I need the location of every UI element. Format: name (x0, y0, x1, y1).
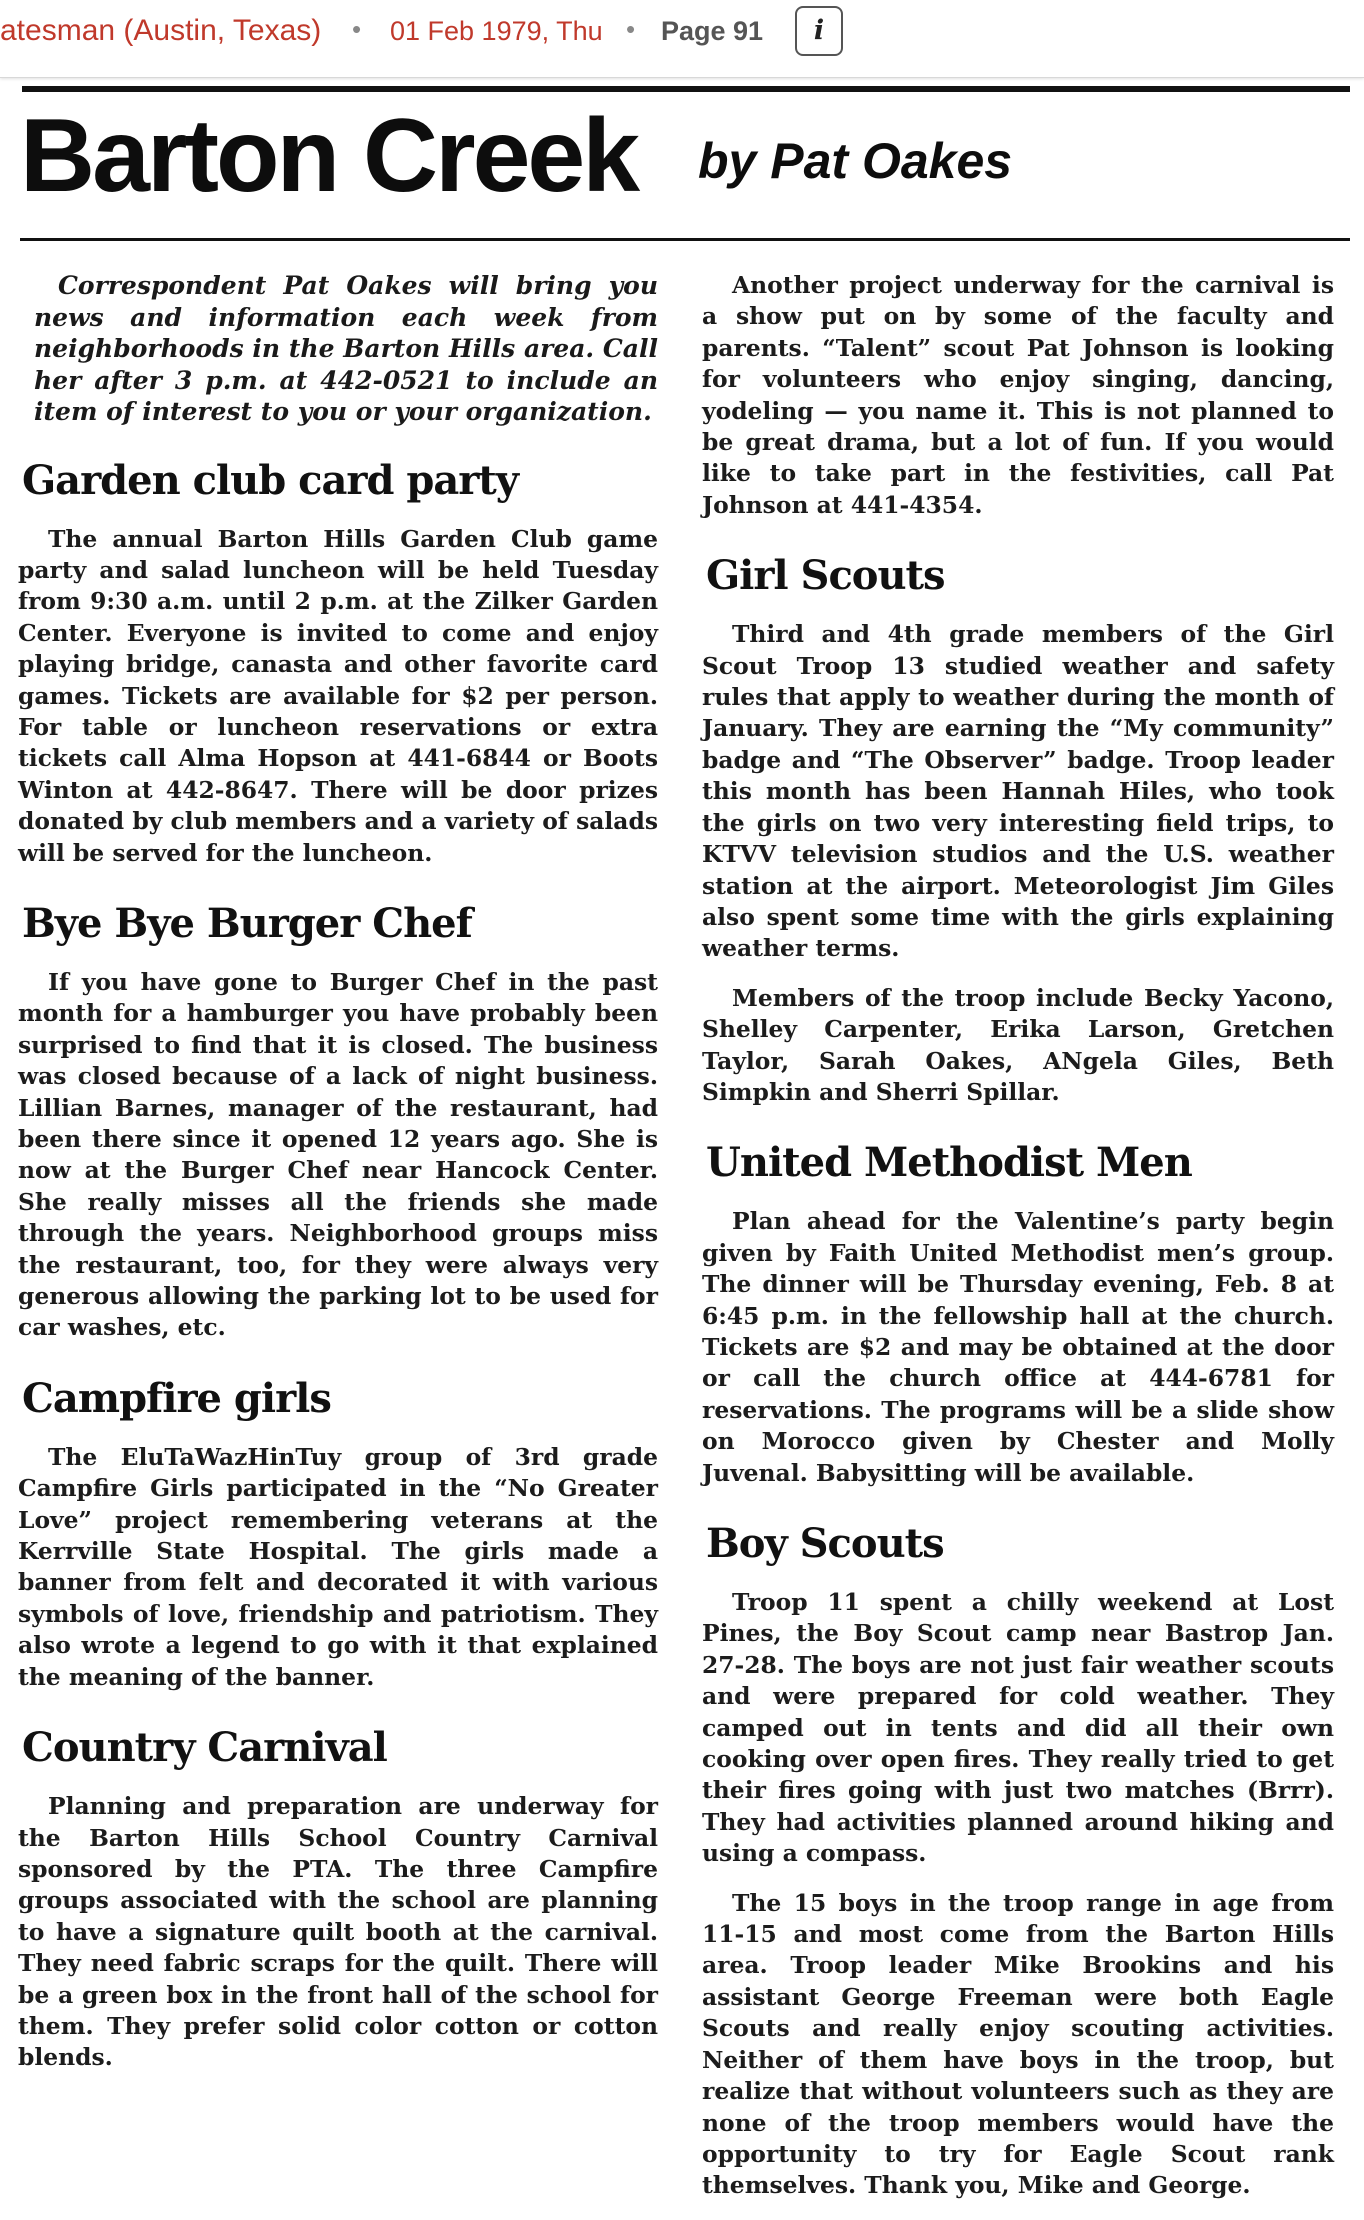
section-paragraph: Members of the troop include Becky Yacono, Shelley Carpenter, Erika Larson, Gretchen Taylor, Sarah Oakes, ANgela Giles, Beth Simpkin and Sherri Spillar. (702, 983, 1334, 1106)
article-title: Barton Creek (20, 98, 638, 214)
section-paragraph: Planning and preparation are underway for the Barton Hills School Country Carnival sponsored by the PTA. The three Campfire groups associated with the school are planning to have a signature quilt booth at the carnival. They need fabric scraps for the quilt. There will be a green box in the front hall of the school for them. They prefer solid color cotton or cotton blends. (18, 1792, 658, 2072)
section-heading: United Methodist Men (706, 1139, 1192, 1187)
section-paragraph: The EluTaWazHinTuy group of 3rd grade Campfire Girls participated in the “No Greater Love” project remembering veterans at the Kerrville State Hospital. The girls made a banner from felt and decorated it with various symbols of love, friendship and patriotism. They also wrote a legend to go with it that explained the meaning of the banner. (18, 1442, 658, 1691)
right-column (702, 270, 1334, 2220)
masthead-bottom-rule (20, 238, 1350, 241)
section-paragraph: The 15 boys in the troop range in age from 11-15 and most come from the Barton Hills area. Troop leader Mike Brookins and his assistant George Freeman were both Eagle Scouts and really enjoy scouting activities. Neither of them have boys in the troop, but realize that without volunteers such as they are none of the troop members would have the opportunity to try for Eagle Scout rank themselves. Thank you, Mike and George. (702, 1888, 1334, 2200)
masthead-top-rule (22, 86, 1350, 92)
section-heading: Campfire girls (22, 1374, 331, 1422)
info-button[interactable] (795, 6, 843, 56)
page-number: Page 91 (661, 16, 764, 46)
viewer-toolbar (0, 0, 1364, 78)
issue-date-link[interactable]: 01 Feb 1979, Thu (390, 16, 603, 46)
section-paragraph: Plan ahead for the Valentine’s party begin given by Faith United Methodist men’s group. The dinner will be Thursday evening, Feb. 8 at 6:45 p.m. in the fellowship hall at the church. Tickets are $2 and may be obtained at the door or call the church office at 444-6781 for reservations. The programs will be a slide show on Morocco given by Chester and Molly Juvenal. Babysitting will be available. (702, 1207, 1334, 1487)
section-paragraph: Troop 11 spent a chilly weekend at Lost Pines, the Boy Scout camp near Bastrop Jan. 27-28. The boys are not just fair weather scouts and were prepared for cold weather. They camped out in tents and did all their own cooking over open fires. They really tried to get their fires going with just two matches (Brrr). They had activities planned around hiking and using a compass. (702, 1588, 1334, 1868)
section-heading: Bye Bye Burger Chef (22, 899, 472, 947)
section-heading: Garden club card party (22, 456, 519, 504)
section-paragraph: The annual Barton Hills Garden Club game party and salad luncheon will be held Tuesday from 9:30 a.m. until 2 p.m. at the Zilker Garden Center. Everyone is invited to come and enjoy playing bridge, canasta and other favorite card games. Tickets are available for $2 per person. For table or luncheon reservations or extra tickets call Alma Hopson at 441-6844 or Boots Winton at 442-8647. There will be door prizes donated by club members and a variety of salads will be served for the luncheon. (18, 524, 658, 867)
section-heading: Boy Scouts (706, 1520, 944, 1567)
section-paragraph: Third and 4th grade members of the Girl Scout Troop 13 studied weather and safety rules that apply to weather during the month of January. They are earning the “My community” badge and “The Observer” badge. Troop leader this month has been Hannah Hiles, who took the girls on two very interesting field trips, to KTVV television studios and the U.S. weather station at the airport. Meteorologist Jim Giles also spent some time with the girls explaining weather terms. (702, 620, 1334, 963)
left-column (18, 270, 658, 2106)
section-paragraph: Another project underway for the carnival is a show put on by some of the faculty and parents. “Talent” scout Pat Johnson is looking for volunteers who enjoy singing, dancing, yodeling — you name it. This is not planned to be great drama, but a lot of fun. If you would like to take part in the festivities, call Pat Johnson at 441-4354. (702, 271, 1334, 519)
separator-dot: • (352, 14, 362, 44)
section-heading: Country Carnival (22, 1724, 387, 1772)
info-icon: i (813, 15, 825, 46)
section-paragraph: If you have gone to Burger Chef in the past month for a hamburger you have probably been surprised to find that it is closed. The business was closed because of a lack of night business. Lillian Barnes, manager of the restaurant, had been there since it opened 12 years ago. She is now at the Burger Chef near Hancock Center. She really misses all the friends she made through the years. Neighborhood groups miss the restaurant, too, for they were always very generous allowing the parking lot to be used for car washes, etc. (18, 967, 658, 1342)
separator-dot: • (626, 14, 636, 44)
section-heading: Girl Scouts (706, 552, 945, 600)
intro-paragraph: Correspondent Pat Oakes will bring you news and information each week from neighborhoods in the Barton Hills area. Call her after 3 p.m. at 442-0521 to include an item of interest to you or your organization. (34, 271, 658, 426)
article-byline: by Pat Oakes (698, 133, 1013, 189)
newspaper-source-link[interactable]: atesman (Austin, Texas) (0, 14, 322, 47)
